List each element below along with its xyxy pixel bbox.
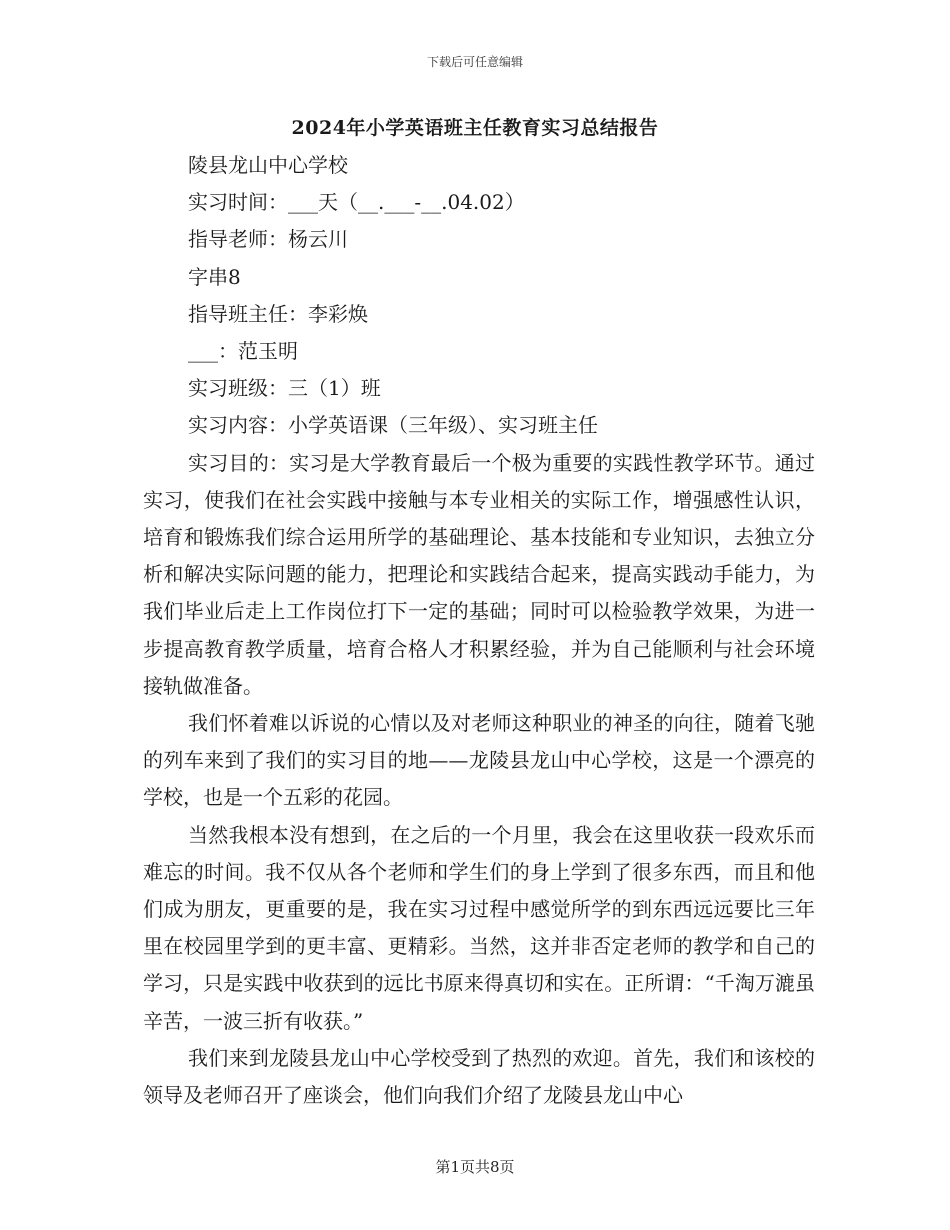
paragraph-welcome: 我们来到龙陵县龙山中心学校受到了热烈的欢迎。首先，我们和该校的领导及老师召开了座谈会，他们向我们介绍了龙陵县龙山中心 <box>143 1045 815 1108</box>
internship-class-line: 实习班级：三（1）班 <box>188 376 381 401</box>
class-teacher-supervisor-line: 指导班主任：李彩焕 <box>188 301 368 326</box>
paragraph-reflection: 当然我根本没有想到，在之后的一个月里，我会在这里收获一段欢乐而难忘的时间。我不仅从各个老师和学生们的身上学到了很多东西，而且和他们成为朋友，更重要的是，我在实习过程中感觉所学的到东西远远要比三年里在校园里学到的更丰富、更精彩。当然，这并非否定老师的教学和自己的学习，只是实践中收获到的远比书原来得真切和实在。正所谓：“千淘万漉虽辛苦，一波三折有收获。” <box>143 822 815 1033</box>
internship-content-line: 实习内容：小学英语课（三年级）、实习班主任 <box>188 413 598 438</box>
page-number-footer: 第1页共8页 <box>435 1158 515 1176</box>
paragraph-arrival: 我们怀着难以诉说的心情以及对老师这种职业的神圣的向往，随着飞驰的列车来到了我们的实习目的地——龙陵县龙山中心学校，这是一个漂亮的学校，也是一个五彩的花园。 <box>143 711 815 810</box>
intern-name-line: ___：范玉明 <box>188 339 298 364</box>
school-name-line: 陵县龙山中心学校 <box>188 153 348 177</box>
document-body <box>143 147 815 1114</box>
document-title: 2024年小学英语班主任教育实习总结报告 <box>291 117 659 139</box>
supervisor-line: 指导老师：杨云川 <box>188 227 348 252</box>
paragraph-purpose: 实习目的：实习是大学教育最后一个极为重要的实践性教学环节。通过实习，使我们在社会实践中接触与本专业相关的实际工作，增强感性认识，培育和锻炼我们综合运用所学的基础理论、基本技能和专业知识，去独立分析和解决实际问题的能力，把理论和实践结合起来，提高实践动手能力，为我们毕业后走上工作岗位打下一定的基础；同时可以检验教学效果，为进一步提高教育教学质量，培育合格人才积累经验，并为自己能顺利与社会环境接轨做准备。 <box>143 450 815 698</box>
internship-period-line: 实习时间：___天（__.___-__.04.02） <box>188 190 525 215</box>
page-header-note: 下载后可任意编辑 <box>426 55 523 69</box>
string-marker-line: 字串8 <box>188 264 241 289</box>
